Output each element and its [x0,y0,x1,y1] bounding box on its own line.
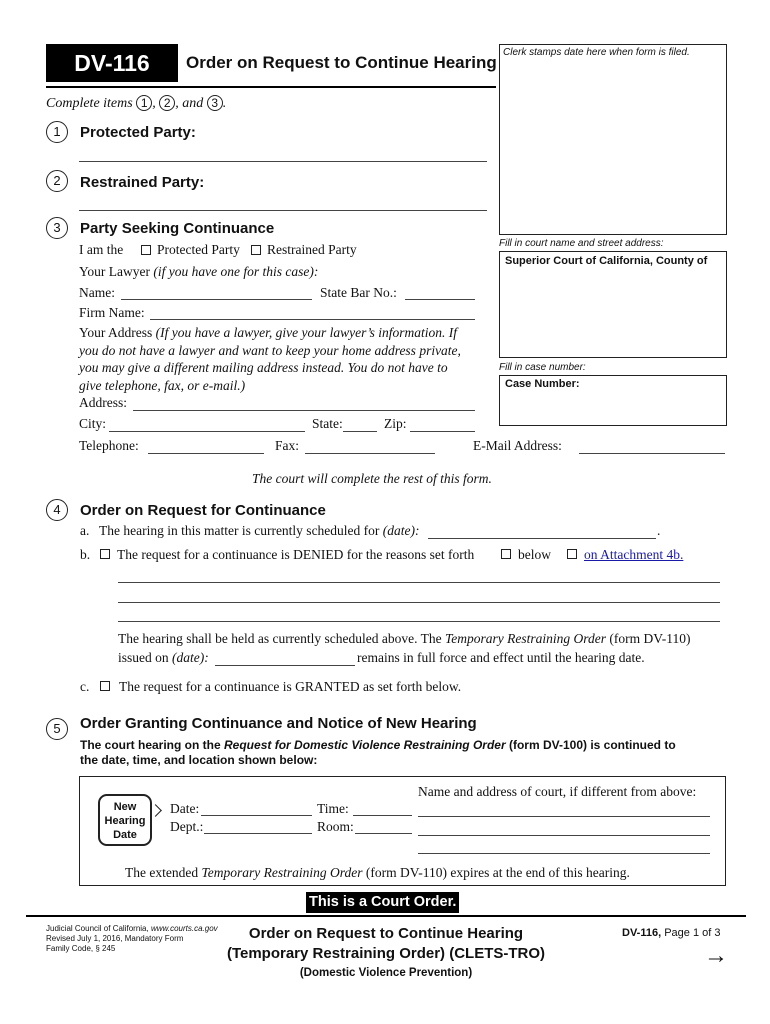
section-5-number: 5 [46,718,68,740]
court-address-line-1[interactable] [418,816,710,817]
item-ref-2: 2 [159,95,175,111]
continuance-intro: The court hearing on the Request for Domestic Violence Restraining Order (form DV-100) is continued to the date, time, and location shown below: [80,738,676,767]
address-field[interactable] [133,410,475,411]
extended-tro-text: The extended Temporary Restraining Order (form DV-110) expires at the end of this hearing. [125,865,630,880]
remains-in-force-text: remains in full force and effect until the hearing date. [357,650,645,665]
denial-reason-line-1[interactable] [118,582,720,583]
footer-rule [26,915,746,917]
state-bar-label: State Bar No.: [320,285,397,300]
protected-party-field[interactable] [79,161,487,162]
reasons-below-label: below [518,547,551,562]
court-order-banner: This is a Court Order. [306,892,459,913]
footer-title-line-2: (Temporary Restraining Order) (CLETS-TRO) [226,945,546,962]
court-address-line-3[interactable] [418,853,710,854]
scheduled-date-field[interactable] [428,538,656,539]
case-box-label: Fill in case number: [499,362,586,373]
denial-reason-line-2[interactable] [118,602,720,603]
item-4b-letter: b. [80,547,91,562]
protected-party-checkbox[interactable] [141,245,151,255]
party-seeking-heading: Party Seeking Continuance [80,220,275,237]
email-label: E-Mail Address: [473,438,562,453]
item-4c-letter: c. [80,679,90,694]
protected-party-heading: Protected Party: [80,124,196,141]
telephone-label: Telephone: [79,438,139,453]
zip-field[interactable] [410,431,475,432]
item-4a-text: The hearing in this matter is currently scheduled for (date): [99,523,420,538]
i-am-the-label: I am the [79,242,124,257]
address-label: Address: [79,395,127,410]
footer-title-line-3: (Domestic Violence Prevention) [299,967,473,979]
section-3-number: 3 [46,217,68,239]
hearing-room-label: Room: [317,819,354,834]
footer-title-line-1: Order on Request to Continue Hearing [248,925,524,942]
hearing-time-label: Time: [317,801,349,816]
order-on-request-heading: Order on Request for Continuance [80,502,326,519]
item-4a-letter: a. [80,523,90,538]
hearing-date-field[interactable] [201,815,312,816]
complete-items-instruction: Complete items 1 , 2 , and 3 . [46,96,227,111]
zip-label: Zip: [384,416,407,431]
restrained-party-heading: Restrained Party: [80,174,205,191]
lawyer-name-field[interactable] [121,299,312,300]
hearing-date-label: Date: [170,801,200,816]
case-number-text: Case Number: [505,378,580,390]
firm-name-field[interactable] [150,319,475,320]
email-field[interactable] [579,453,725,454]
city-label: City: [79,416,107,431]
court-address-label: Name and address of court, if different from above: [418,784,697,799]
issued-on-date-field[interactable] [215,665,355,666]
granted-checkbox[interactable] [100,681,110,691]
state-label: State: [312,416,343,431]
firm-name-label: Firm Name: [79,305,145,320]
city-field[interactable] [109,431,305,432]
hearing-time-field[interactable] [353,815,412,816]
reasons-below-checkbox[interactable] [501,549,511,559]
new-hearing-heading: Order Granting Continuance and Notice of New Hearing [80,715,477,732]
name-label: Name: [79,285,115,300]
next-page-arrow-icon: → [704,943,728,969]
state-field[interactable] [343,431,377,432]
attachment-4b-link[interactable]: on Attachment 4b. [584,547,684,562]
form-title: Order on Request to Continue Hearing [186,53,497,72]
court-name-text: Superior Court of California, County of [505,255,708,267]
case-number-box[interactable] [499,375,727,426]
fax-field[interactable] [305,453,435,454]
court-name-box[interactable] [499,251,727,358]
footer-page-info: DV-116, Page 1 of 3 [622,927,721,939]
footer-council: Judicial Council of California, www.courts.ca.gov Revised July 1, 2016, Mandatory Form Family Code, § 245 [46,924,218,953]
court-address-line-2[interactable] [418,835,710,836]
form-id-badge [46,44,178,82]
fax-label: Fax: [275,438,300,453]
hearing-room-field[interactable] [355,833,412,834]
denied-checkbox[interactable] [100,549,110,559]
new-hearing-date-badge: New Hearing Date [98,794,152,846]
hearing-dept-field[interactable] [204,833,312,834]
restrained-party-checkbox[interactable] [251,245,261,255]
denial-reason-line-3[interactable] [118,621,720,622]
header-underline [46,86,496,88]
hearing-dept-label: Dept.: [170,819,204,834]
restrained-party-option: Restrained Party [267,242,357,257]
hearing-held-text: The hearing shall be held as currently scheduled above. The Temporary Restraining Order (form DV-110) [118,631,691,646]
clerk-note: Clerk stamps date here when form is filed. [503,47,690,58]
item-ref-1: 1 [136,95,152,111]
your-lawyer-label: Your Lawyer (if you have one for this case): [79,264,319,279]
item-4a-period: . [657,523,661,538]
denied-text: The request for a continuance is DENIED for the reasons set forth [117,547,475,562]
section-1-number: 1 [46,121,68,143]
granted-text: The request for a continuance is GRANTED as set forth below. [119,679,462,694]
protected-party-option: Protected Party [157,242,240,257]
state-bar-field[interactable] [405,299,475,300]
your-address-instructions: Your Address (If you have a lawyer, give your lawyer’s information. If you do not have a lawyer and want to keep your home address private, you may give a different mailing address instead. You do not have to give telephone, fax, or e-mail.) [79,325,461,393]
restrained-party-field[interactable] [79,210,487,211]
court-box-label: Fill in court name and street address: [499,238,664,249]
telephone-field[interactable] [148,453,264,454]
section-4-number: 4 [46,499,68,521]
clerk-stamp-box [499,44,727,235]
issued-on-label: issued on (date): [118,650,209,665]
form-id: DV-116 [74,50,150,76]
court-complete-note: The court will complete the rest of this form. [252,471,492,486]
section-2-number: 2 [46,170,68,192]
attachment-4b-checkbox[interactable] [567,549,577,559]
footer-title [200,924,572,982]
item-ref-3: 3 [207,95,223,111]
